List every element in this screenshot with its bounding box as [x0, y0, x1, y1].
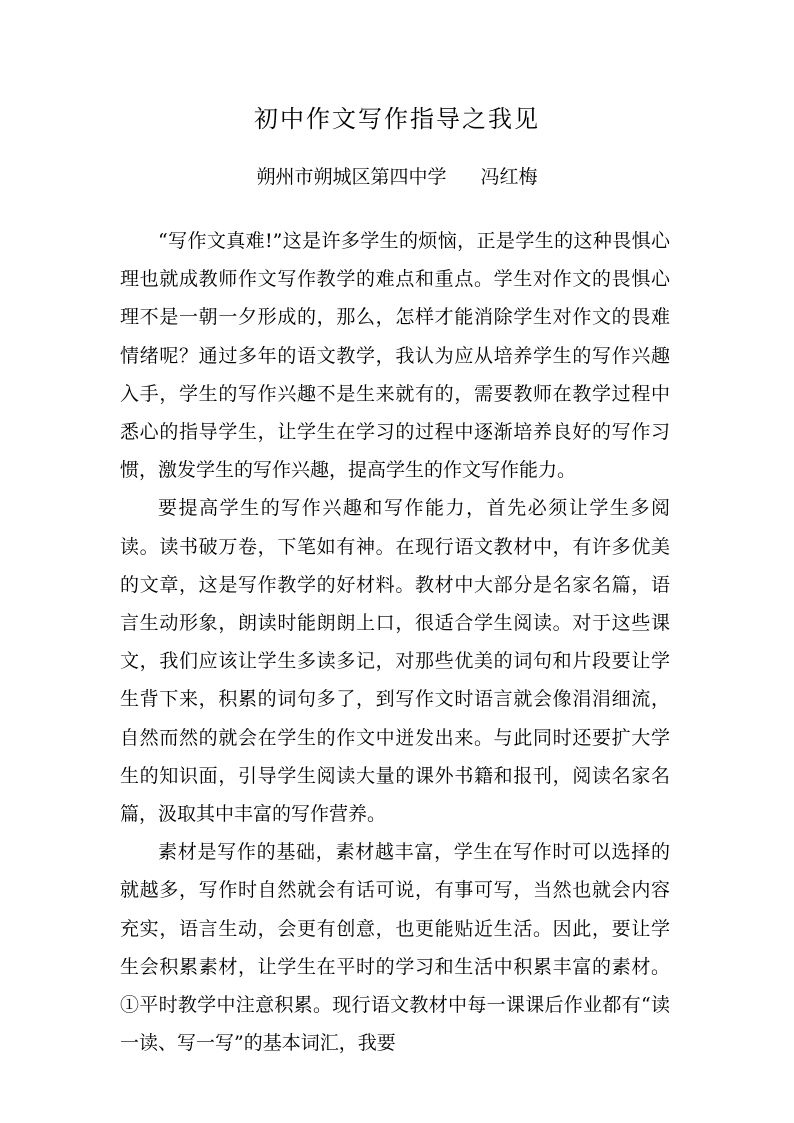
paragraph: “写作文真难!”这是许多学生的烦恼，正是学生的这种畏惧心理也就成教师作文写作教学的难点和重点。学生对作文的畏惧心理不是一朝一夕形成的，那么，怎样才能消除学生对作文的畏难情绪呢？通过多年的语文教学，我认为应从培养学生的写作兴趣入手，学生的写作兴趣不是生来就有的，需要教师在教学过程中悉心的指导学生，让学生在学习的过程中逐渐培养良好的写作习惯，激发学生的写作兴趣，提高学生的作文写作能力。: [120, 230, 670, 482]
byline-author: 冯红梅: [480, 166, 538, 188]
byline: [0, 162, 794, 192]
paragraph: 素材是写作的基础，素材越丰富，学生在写作时可以选择的就越多，写作时自然就会有话可说，有事可写，当然也就会内容充实，语言生动，会更有创意，也更能贴近生活。因此，要让学生会积累素材，让学生在平时的学习和生活中积累丰富的素材。①平时教学中注意积累。现行语文教材中每一课课后作业都有“读一读、写一写”的基本词汇，我要: [120, 841, 670, 1055]
document-body: [120, 222, 670, 1062]
paragraph: 要提高学生的写作兴趣和写作能力，首先必须让学生多阅读。读书破万卷，下笔如有神。在现行语文教材中，有许多优美的文章，这是写作教学的好材料。教材中大部分是名家名篇，语言生动形象，朗读时能朗朗上口，很适合学生阅读。对于这些课文，我们应该让学生多读多记，对那些优美的词句和片段要让学生背下来，积累的词句多了，到写作文时语言就会像涓涓细流，自然而然的就会在学生的作文中迸发出来。与此同时还要扩大学生的知识面，引导学生阅读大量的课外书籍和报刊，阅读名家名篇，汲取其中丰富的写作营养。: [120, 497, 670, 826]
document-title: 初中作文写作指导之我见: [254, 105, 540, 133]
byline-school: 朔州市朔城区第四中学: [256, 166, 447, 188]
